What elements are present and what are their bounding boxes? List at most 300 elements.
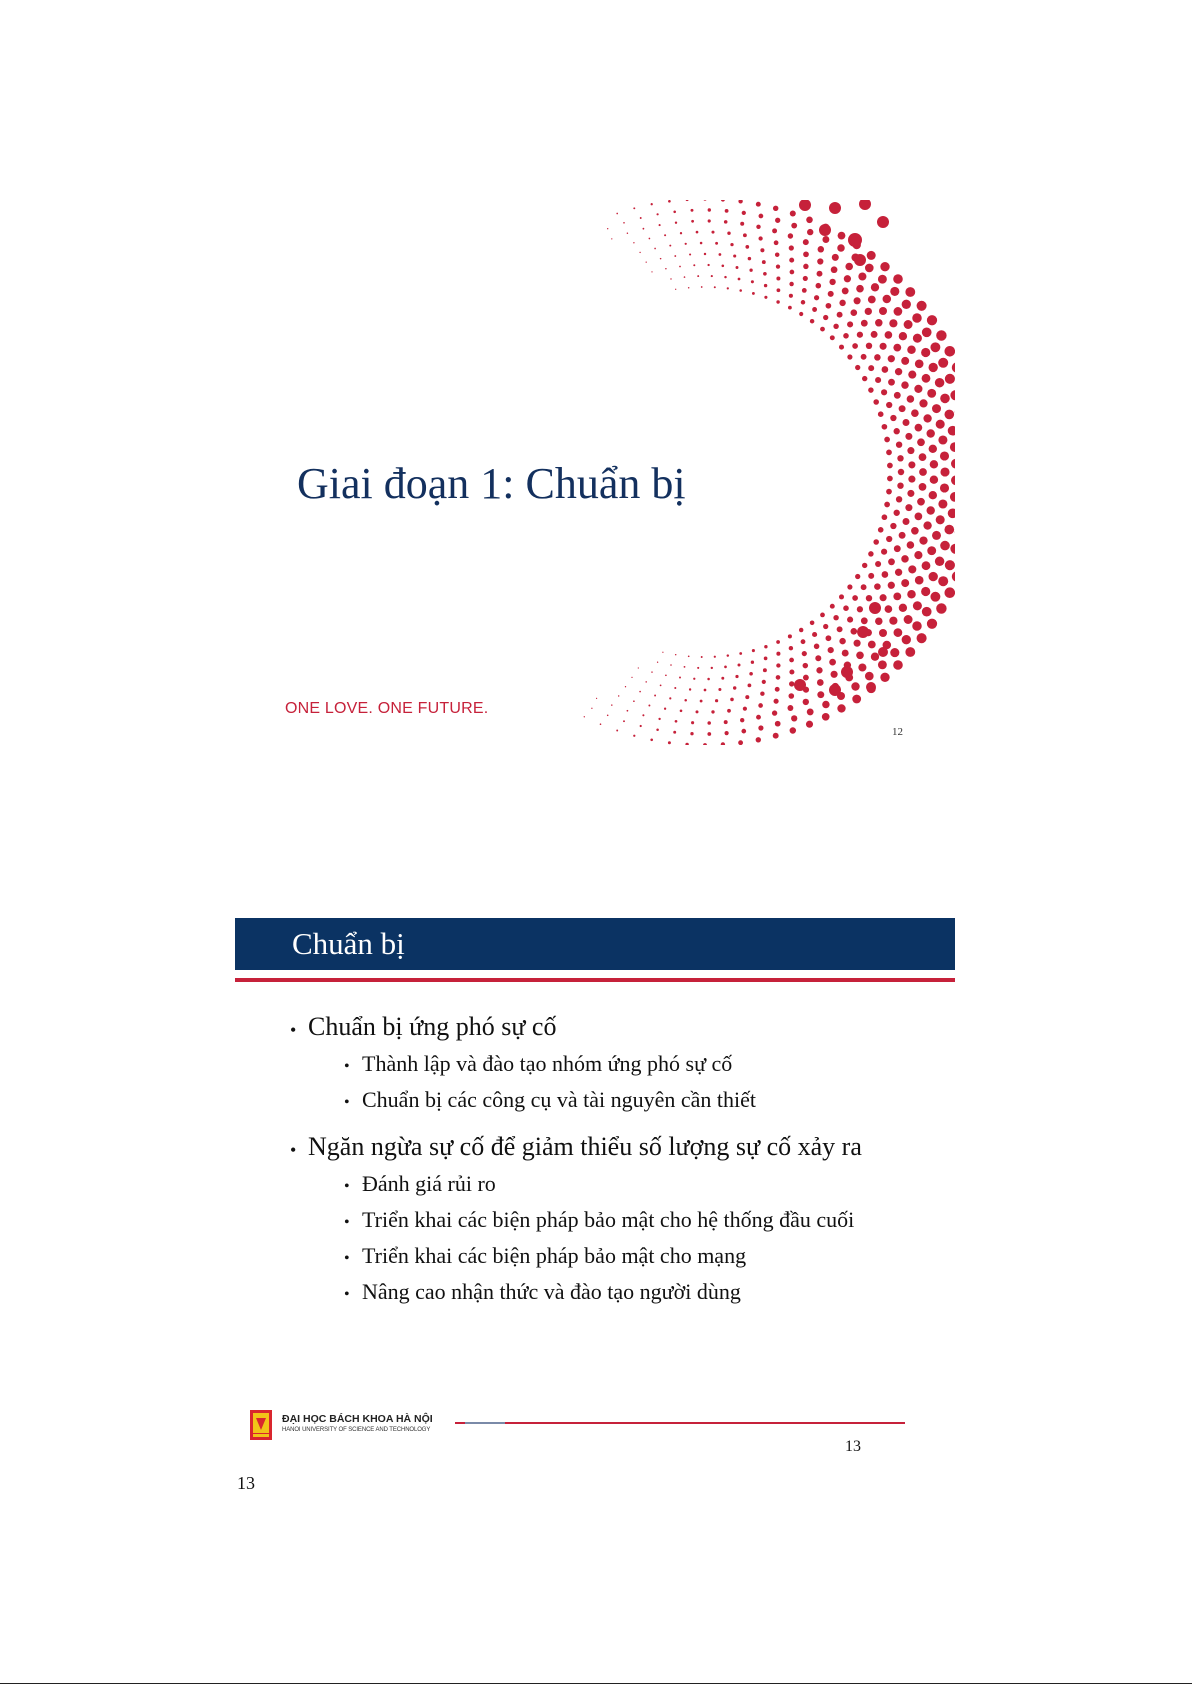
decorative-dot: [789, 258, 794, 263]
decorative-dot: [886, 450, 892, 456]
decorative-dot: [758, 725, 763, 730]
decorative-dot: [907, 345, 916, 354]
decorative-dot: [847, 321, 853, 327]
decorative-dot: [775, 721, 781, 727]
decorative-dot: [911, 409, 919, 417]
decorative-dot: [927, 315, 937, 325]
decorative-dot: [675, 720, 678, 723]
decorative-dot: [721, 742, 725, 745]
decorative-dot: [841, 666, 853, 678]
decorative-dot: [790, 210, 796, 216]
decorative-dot: [905, 433, 912, 440]
decorative-dot: [735, 675, 738, 678]
decorative-dot: [878, 527, 884, 533]
footer-divider: [455, 1422, 905, 1424]
decorative-dot: [919, 453, 927, 461]
decorative-dot: [790, 727, 797, 734]
decorative-dot: [855, 365, 860, 370]
decorative-dot: [820, 327, 825, 332]
footer-divider-accent: [465, 1422, 505, 1424]
decorative-dot: [871, 331, 878, 338]
decorative-dot: [822, 236, 829, 243]
decorative-dot: [776, 663, 780, 667]
decorative-dot: [861, 320, 868, 327]
decorative-dot: [919, 483, 927, 491]
decorative-dot: [914, 551, 922, 559]
decorative-dot: [651, 271, 652, 272]
decorative-dot: [611, 238, 612, 239]
slide-title: Giai đoạn 1: Chuẩn bị: [297, 459, 686, 508]
decorative-dot: [688, 655, 690, 657]
decorative-dot: [829, 659, 836, 666]
decorative-dot: [616, 213, 618, 215]
decorative-dot: [724, 720, 728, 724]
decorative-dot: [759, 214, 764, 219]
decorative-dot: [752, 292, 755, 295]
decorative-dot: [839, 638, 845, 644]
decorative-dot: [656, 728, 659, 731]
decorative-dot: [740, 718, 744, 722]
decorative-dot: [907, 447, 914, 454]
decorative-dot: [803, 251, 809, 257]
decorative-dot: [871, 653, 879, 661]
decorative-dot: [711, 667, 713, 669]
decorative-dot: [762, 260, 766, 264]
decorative-dot: [725, 731, 729, 735]
decorative-dot: [894, 545, 901, 552]
decorative-dot: [673, 731, 676, 734]
decorative-dot: [631, 677, 632, 678]
decorative-dot: [607, 228, 608, 229]
decorative-dot: [922, 561, 931, 570]
decorative-dot: [791, 223, 797, 229]
decorative-dot: [673, 211, 676, 214]
decorative-dot: [890, 415, 896, 421]
decorative-dot: [888, 582, 895, 589]
decorative-dot: [707, 678, 710, 681]
decorative-dot: [907, 590, 916, 599]
decorative-dot: [803, 663, 809, 669]
decorative-dot: [803, 276, 808, 281]
slide-number: 12: [892, 726, 903, 738]
decorative-dot: [776, 652, 780, 656]
decorative-dot: [871, 283, 879, 291]
decorative-dot: [773, 206, 778, 211]
decorative-dot: [893, 344, 901, 352]
decorative-dot: [633, 735, 635, 737]
decorative-dot: [842, 287, 849, 294]
decorative-dot: [895, 368, 902, 375]
decorative-dot: [675, 654, 676, 655]
decorative-dot: [865, 672, 874, 681]
decorative-dot: [850, 628, 857, 635]
decorative-dot: [760, 248, 764, 252]
decorative-dot: [662, 652, 663, 653]
decorative-dot: [917, 438, 925, 446]
decorative-dot: [829, 279, 835, 285]
decorative-dot: [703, 200, 706, 201]
decorative-dot: [693, 264, 695, 266]
decorative-dot: [905, 287, 915, 297]
decorative-dot: [894, 392, 901, 399]
decorative-dot: [908, 476, 915, 483]
decorative-dot: [789, 669, 794, 674]
decorative-dot: [774, 699, 779, 704]
decorative-dot: [917, 633, 927, 643]
decorative-dot: [893, 274, 903, 284]
decorative-dot: [625, 686, 626, 687]
decorative-dot: [859, 200, 871, 210]
decorative-dot: [857, 626, 869, 638]
decorative-dot: [651, 671, 652, 672]
slide-number: 13: [845, 1438, 861, 1455]
decorative-dot: [929, 445, 937, 453]
decorative-dot: [912, 621, 922, 631]
decorative-dot: [877, 216, 889, 228]
decorative-dot: [904, 615, 913, 624]
decorative-dot: [945, 560, 955, 570]
decorative-dot: [618, 695, 619, 696]
decorative-dot: [815, 655, 821, 661]
decorative-dot: [839, 300, 845, 306]
title-slide: [235, 200, 955, 745]
decorative-dot: [763, 668, 767, 672]
decorative-dot: [927, 546, 936, 555]
decorative-dot: [899, 332, 907, 340]
decorative-dot: [875, 561, 881, 567]
decorative-dot: [894, 428, 900, 434]
decorative-dot: [948, 508, 955, 518]
decorative-dot: [659, 224, 661, 226]
decorative-dot: [789, 658, 794, 663]
university-name: ĐẠI HỌC BÁCH KHOA HÀ NỘI: [282, 1413, 433, 1425]
decorative-dot: [904, 320, 913, 329]
decorative-dot: [929, 491, 937, 499]
decorative-dot: [814, 644, 820, 650]
decorative-dot: [879, 307, 887, 315]
decorative-dot: [733, 254, 736, 257]
decorative-dot: [611, 704, 612, 705]
decorative-dot: [919, 468, 927, 476]
decorative-dot: [640, 725, 642, 727]
decorative-dot: [691, 209, 694, 212]
decorative-dot: [951, 459, 955, 469]
decorative-dot: [817, 258, 823, 264]
decorative-dot: [839, 345, 844, 350]
decorative-dot: [733, 686, 736, 689]
decorative-dot: [814, 295, 819, 300]
decorative-dot: [873, 539, 879, 545]
decorative-dot: [801, 639, 806, 644]
decorative-dot: [915, 424, 923, 432]
decorative-dot: [913, 601, 922, 610]
decorative-dot: [649, 238, 651, 240]
content-slide: [235, 918, 955, 1463]
decorative-dot: [848, 233, 862, 247]
decorative-dot: [945, 346, 956, 357]
decorative-dot: [862, 376, 867, 381]
sub-bullet-item: • Triển khai các biện pháp bảo mật cho hệ thống đầu cuối: [344, 1204, 922, 1236]
decorative-dot: [803, 239, 809, 245]
decorative-dot: [776, 675, 781, 680]
decorative-dot: [775, 252, 780, 257]
decorative-dot: [930, 475, 938, 483]
decorative-dot: [654, 695, 656, 697]
hust-logo-icon: [250, 1410, 272, 1440]
decorative-dot: [788, 693, 794, 699]
decorative-dot: [843, 333, 849, 339]
decorative-dot: [665, 268, 666, 269]
decorative-dot: [773, 733, 779, 739]
decorative-dot: [730, 243, 733, 246]
decorative-dot: [738, 200, 742, 204]
decorative-dot: [822, 701, 829, 708]
decorative-dot: [894, 628, 903, 637]
decorative-dot: [696, 710, 699, 713]
decorative-dot: [810, 319, 815, 324]
decorative-dot: [777, 288, 781, 292]
decorative-dot: [922, 374, 931, 383]
decorative-dot: [646, 261, 647, 262]
decorative-dot: [868, 387, 873, 392]
decorative-dot: [727, 287, 729, 289]
decorative-dot: [648, 705, 650, 707]
decorative-dot: [882, 366, 889, 373]
decorative-dot: [852, 595, 858, 601]
decorative-dot: [774, 240, 779, 245]
decorative-dot: [722, 265, 725, 268]
decorative-dot: [878, 275, 887, 284]
decorative-dot: [789, 681, 794, 686]
decorative-dot: [775, 687, 780, 692]
decorative-dot: [890, 523, 896, 529]
decorative-dot: [743, 233, 747, 237]
decorative-dot: [882, 514, 888, 520]
decorative-dot: [884, 437, 890, 443]
decorative-dot: [645, 681, 647, 683]
decorative-dot: [866, 343, 872, 349]
decorative-dot: [700, 700, 703, 703]
decorative-dot: [888, 379, 895, 386]
decorative-dot: [901, 381, 908, 388]
decorative-dot: [764, 645, 767, 648]
decorative-dot: [691, 721, 694, 724]
decorative-dot: [894, 307, 903, 316]
decorative-dot: [816, 667, 822, 673]
decorative-dot: [738, 278, 741, 281]
decorative-dot: [817, 679, 824, 686]
decorative-dot: [690, 732, 693, 735]
decorative-dot: [917, 301, 927, 311]
decorative-dot: [919, 536, 927, 544]
decorative-dot: [623, 720, 625, 722]
decorative-dot: [865, 308, 872, 315]
decorative-dot: [930, 342, 940, 352]
decorative-dot: [917, 498, 925, 506]
decorative-dot: [691, 220, 694, 223]
university-subtitle: HANOI UNIVERSITY OF SCIENCE AND TECHNOLOGY: [282, 1427, 431, 1433]
decorative-dot: [788, 306, 792, 310]
decorative-dot: [908, 371, 916, 379]
decorative-dot: [812, 632, 817, 637]
decorative-dot: [944, 410, 954, 420]
decorative-dot: [911, 527, 919, 535]
tagline: ONE LOVE. ONE FUTURE.: [285, 700, 489, 717]
decorative-dot: [915, 359, 924, 368]
decorative-dot: [950, 442, 955, 452]
decorative-dot: [818, 246, 824, 252]
decorative-dot: [845, 263, 853, 271]
decorative-dot: [756, 715, 761, 720]
decorative-dot: [751, 661, 754, 664]
decorative-dot: [803, 699, 809, 705]
decorative-dot: [724, 666, 727, 669]
decorative-dot: [868, 365, 874, 371]
decorative-dot: [665, 674, 667, 676]
decorative-dot: [803, 675, 809, 681]
decorative-dot: [851, 682, 859, 690]
decorative-dot: [944, 525, 954, 535]
decorative-dot: [919, 399, 927, 407]
decorative-dot: [914, 385, 922, 393]
decorative-dot: [938, 435, 947, 444]
decorative-dot: [772, 710, 777, 715]
decorative-dot: [882, 571, 889, 578]
decorative-dot: [901, 579, 909, 587]
decorative-dot: [921, 587, 930, 596]
decorative-dot: [894, 510, 900, 516]
bullet-item: • Chuẩn bị ứng phó sự cố: [290, 1008, 930, 1045]
decorative-dot: [927, 619, 937, 629]
decorative-dot: [756, 202, 761, 207]
decorative-dot: [855, 574, 860, 579]
decorative-dot: [738, 740, 743, 745]
decorative-dot: [802, 288, 807, 293]
decorative-dot: [817, 271, 823, 277]
decorative-dot: [656, 213, 658, 215]
decorative-dot: [888, 355, 895, 362]
decorative-dot: [739, 652, 742, 655]
decorative-dot: [684, 666, 686, 668]
decorative-dot: [591, 708, 592, 709]
decorative-dot: [745, 695, 749, 699]
decorative-dot: [833, 615, 838, 620]
decorative-dot: [607, 715, 609, 717]
decorative-dot: [829, 202, 841, 214]
decorative-dot: [651, 203, 653, 205]
decorative-dot: [852, 343, 858, 349]
decorative-dot: [640, 217, 642, 219]
decorative-dot: [907, 541, 915, 549]
decorative-dot: [936, 330, 946, 340]
decorative-dot: [869, 602, 881, 614]
decorative-dot: [868, 641, 876, 649]
decorative-dot: [847, 617, 853, 623]
decorative-dot: [922, 327, 932, 337]
decorative-dot: [905, 647, 915, 657]
decorative-dot: [719, 253, 722, 256]
decorative-dot: [639, 252, 640, 253]
page-bottom-border: [0, 1683, 1192, 1684]
decorative-dot: [888, 558, 895, 565]
decorative-dot: [886, 489, 892, 495]
decorative-dot: [927, 389, 936, 398]
decorative-dot: [831, 671, 838, 678]
decorative-dot: [643, 228, 645, 230]
decorative-dot: [680, 232, 682, 234]
decorative-dot: [711, 275, 713, 277]
header-divider: [235, 978, 955, 982]
decorative-dot: [715, 242, 718, 245]
decorative-dot: [727, 709, 731, 713]
decorative-dot: [950, 390, 955, 400]
decorative-dot: [724, 276, 726, 278]
decorative-dot: [727, 231, 730, 234]
decorative-dot: [669, 697, 671, 699]
decorative-dot: [940, 451, 949, 460]
decorative-dot: [837, 704, 845, 712]
decorative-dot: [874, 354, 881, 361]
decorative-dot: [748, 257, 751, 260]
decorative-dot: [854, 640, 861, 647]
decorative-dot: [880, 262, 889, 271]
decorative-dot: [887, 476, 893, 482]
decorative-dot: [714, 286, 716, 288]
decorative-dot: [696, 231, 699, 234]
decorative-dot: [749, 269, 752, 272]
decorative-dot: [823, 315, 828, 320]
decorative-dot: [812, 307, 817, 312]
decorative-dot: [948, 426, 955, 436]
decorative-dot: [940, 541, 950, 551]
decorative-dot: [952, 571, 955, 582]
decorative-dot: [913, 334, 922, 343]
decorative-dot: [905, 504, 912, 511]
decorative-dot: [776, 300, 779, 303]
decorative-dot: [868, 551, 873, 556]
decorative-dot: [879, 629, 887, 637]
decorative-dot: [837, 312, 843, 318]
decorative-dot: [708, 208, 711, 211]
decorative-dot: [921, 348, 930, 357]
decorative-dot: [817, 691, 824, 698]
decorative-dot: [930, 460, 938, 468]
decorative-dot: [707, 732, 711, 736]
decorative-dot: [660, 258, 662, 260]
decorative-dot: [789, 245, 794, 250]
decorative-dot: [664, 234, 666, 236]
decorative-dot: [711, 231, 714, 234]
decorative-dot: [880, 343, 887, 350]
decorative-dot: [856, 652, 864, 660]
decorative-dot: [788, 634, 792, 638]
decorative-dot: [772, 228, 777, 233]
decorative-dot: [816, 283, 822, 289]
decorative-dot: [668, 741, 671, 744]
decorative-dot: [790, 270, 795, 275]
decorative-dot: [889, 617, 897, 625]
decorative-dot: [820, 613, 825, 618]
decorative-dot: [806, 721, 813, 728]
decorative-dot: [758, 703, 763, 708]
decorative-dot: [902, 635, 911, 644]
decorative-dot: [896, 442, 902, 448]
decorative-dot: [741, 729, 746, 734]
decorative-dot: [880, 594, 887, 601]
decorative-dot: [751, 280, 754, 283]
decorative-dot: [897, 455, 903, 461]
decorative-dot: [861, 617, 868, 624]
